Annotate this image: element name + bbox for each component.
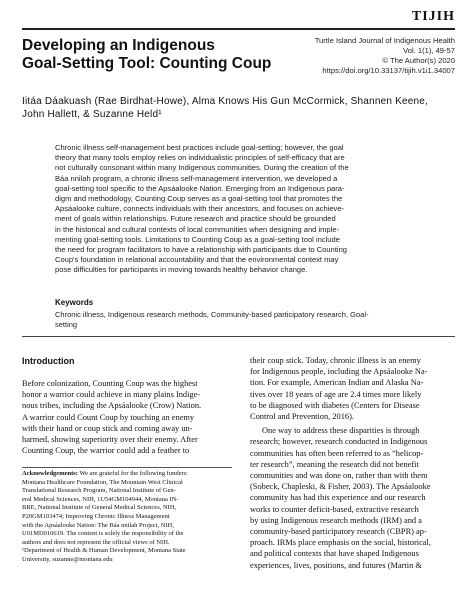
abstract-line: in the historical and cultural contexts of local communities when designing and imple- — [55, 224, 339, 234]
footnote-line: authors and does not represent the official views of NIH. — [22, 538, 170, 546]
footnote-line: BRE, National Institute of General Medical Sciences, NIH, — [22, 504, 177, 512]
header-rule — [22, 28, 455, 30]
footnote-line: Montana Healthcare Foundation, The Mountain West Clinical — [22, 478, 183, 486]
body-line: ter research”, meaning the research did not benefit — [250, 459, 419, 469]
introduction-heading: Introduction — [22, 356, 75, 366]
body-line: A warrior could Count Coup by touching an enemy — [22, 412, 195, 422]
body-line: honor a warrior could achieve in many plains Indige- — [22, 390, 201, 400]
abstract-line: menting goal-setting tools. Limitations to Counting Coup as a goal-setting tool include — [55, 234, 340, 244]
journal-copyright: © The Author(s) 2020 — [382, 56, 455, 65]
footnote-line: P20GM103474; Improving Chronic Illness Management — [22, 512, 170, 520]
abstract-line: Apsáalooke culture, connects individuals with their ancestors, and focuses on achieve- — [55, 204, 345, 214]
title-line: Goal-Setting Tool: Counting Coup — [22, 55, 272, 72]
journal-name: Turtle Island Journal of Indigenous Health — [314, 36, 455, 45]
body-line: Control and Prevention, 2016). — [250, 412, 354, 422]
title-line: Developing an Indigenous — [22, 37, 215, 54]
affiliation-line: ¹Department of Health & Human Development, Montana State — [22, 547, 186, 555]
body-line: communities and was done on, rather than with them — [250, 471, 428, 481]
abstract-line: not culturally consonant within many Indigenous communities. During the creation of the — [55, 163, 349, 173]
abstract-line: the need for program facilitators to have a relationship with participants due to Counting — [55, 245, 347, 255]
footnote-line: with the Apsáalooke Nation: The Báa nnilah Project, NIH, — [22, 521, 174, 529]
journal-doi-link[interactable]: https://doi.org/10.33137/tijih.v1i1.34007 — [322, 66, 455, 75]
body-line: (Sobeck, Chapleski, & Fisher, 2003). The Apsáalooke — [250, 482, 431, 492]
body-line: Counting Coup, the warrior could add a feather to — [22, 446, 190, 456]
footnotes — [22, 470, 234, 565]
body-line: Before colonization, Counting Coup was the highest — [22, 379, 198, 388]
body-line: with their hand or coup stick and coming away un- — [22, 423, 193, 433]
abstract-line: digm and methodology, Counting Coup serves as a goal-setting tool that promotes the — [55, 194, 343, 204]
body-line: their coup stick. Today, chronic illness is an enemy — [250, 356, 421, 365]
intro-left-column — [22, 378, 232, 456]
abstract — [55, 143, 447, 276]
body-line: community-based participatory research (CBPR) ap- — [250, 527, 427, 537]
footnote-rule — [22, 467, 232, 468]
abstract-line: pose difficulties for participants in moving towards healthy behavior change. — [55, 265, 308, 275]
body-line: to be diagnosed with diabetes (Centers for Disease — [250, 400, 420, 410]
author-list: Iitáa Dáakuash (Rae Birdhat-Howe), Alma Knows His Gun McCormick, Shannen Keene, John Hallett, & Suzanne Held¹ — [22, 96, 428, 120]
keywords-line: setting — [55, 320, 78, 329]
body-line: One way to address these disparities is through — [262, 426, 420, 436]
article-title — [22, 37, 272, 73]
body-line: for Indigenous people, including the Apsáalooke Na- — [250, 367, 428, 377]
body-line: tives over 18 years of age are 2.4 times more likely — [250, 389, 422, 399]
journal-info — [315, 36, 455, 76]
abstract-line: theory that many tools employ relies on individualistic principles of self-efficacy that are — [55, 153, 345, 163]
intro-right-column — [250, 355, 455, 571]
keywords-text — [55, 310, 447, 330]
affiliation-email[interactable]: University, suzanne@montana.edu — [22, 555, 113, 563]
body-line: and political contexts that have shaped Indigenous — [250, 549, 419, 559]
body-line: proach. IRMs place emphasis on the social, historical, — [250, 538, 431, 548]
abstract-line: goal-setting tool specific to the Apsáalooke Nation. Emerging from an Indigenous para- — [55, 183, 345, 193]
body-line: nous tribes, including the Apsáalooke (Crow) Nation. — [22, 401, 202, 411]
footnote-line: Translational Research Program, National Institute of Gen- — [22, 487, 176, 495]
body-line: works to counter deficit-based, extractive research — [250, 504, 419, 514]
acknowledgements-label: Acknowledgements: — [22, 470, 78, 477]
keywords-line: Chronic illness, Indigenous research methods, Community-based participatory research, Goal- — [55, 310, 369, 319]
section-divider — [22, 336, 455, 337]
body-line: by using Indigenous research methods (IRM) and a — [250, 515, 422, 525]
keywords-heading: Keywords — [55, 298, 94, 307]
footnote-line: We are grateful for the following funders: — [77, 470, 188, 477]
body-line: harmed, showing superiority over their enemy. After — [22, 435, 198, 445]
abstract-line: ment of goals within relationships. Future research and practice should be grounded — [55, 214, 336, 224]
body-line: communities has often been referred to as “helicop- — [250, 448, 424, 458]
abstract-line: Coup's foundation in relational accountability and that the environmental context may — [55, 255, 339, 265]
body-line: tion. For example, American Indian and Alaska Na- — [250, 378, 424, 388]
footnote-line: U01MD010619. The content is solely the responsibility of the — [22, 530, 184, 538]
abstract-line: Báa nnilah program, a chronic illness self-management intervention, we developed a — [55, 173, 338, 183]
journal-logo: TIJIH — [411, 9, 455, 24]
abstract-line: Chronic illness self-management best practices include goal-setting; however, the goal — [55, 143, 344, 152]
body-line: community has had this experience and our research — [250, 493, 426, 503]
acknowledgements-line — [22, 470, 234, 479]
body-line: research; however, research conducted in Indigenous — [250, 437, 428, 447]
footnote-line: eral Medical Sciences, NIH, 1U54GM104944, Montana IN- — [22, 495, 179, 503]
journal-volume: Vol. 1(1), 49-57 — [403, 46, 455, 55]
body-line: experiences, lives, positions, and futures (Martin & — [250, 560, 422, 570]
